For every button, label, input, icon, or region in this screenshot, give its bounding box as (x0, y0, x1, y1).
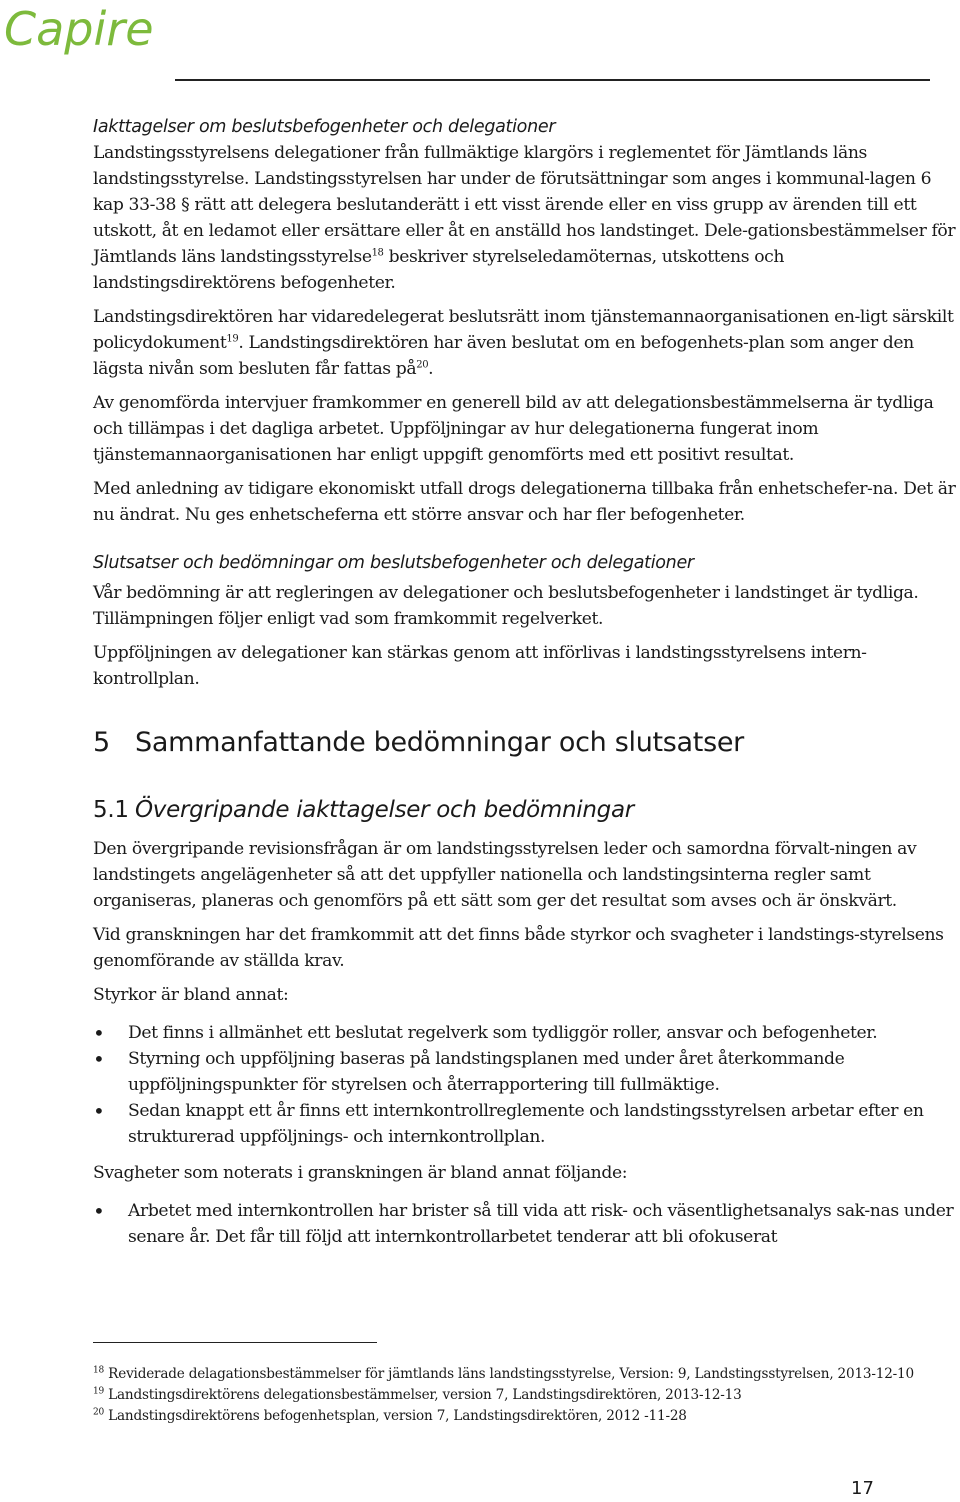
footnote: $^{19}$ Landstingsdirektörens delegationsbestämmelser, version 7, Landstingsdirektören, 2013-12-13 (93, 1386, 742, 1403)
list-item: • Arbetet med internkontrollen har brister så till vida att risk- och väsentlighetsanalys sak-nas under senare år. Det får till följd att internkontrollarbetet tenderar att bli ofokuserat (93, 1198, 959, 1250)
page-number: 17 (851, 1478, 874, 1499)
paragraph: Vid granskningen har det framkommit att det finns både styrkor och svagheter i landstings-styrelsens genomförande av ställda krav. (93, 925, 944, 971)
paragraph: Uppföljningen av delegationer kan stärkas genom att införlivas i landstingsstyrelsens intern-kontrollplan. (93, 643, 867, 689)
list-intro: Styrkor är bland annat: (93, 985, 289, 1005)
paragraph: Med anledning av tidigare ekonomiskt utfall drogs delegationerna tillbaka från enhetschefer-na. Det är nu ändrat. Nu ges enhetscheferna ett större ansvar och har fler befogenheter. (93, 479, 956, 525)
list-item: • Sedan knappt ett år finns ett internkontrollreglemente och landstingsstyrelsen arbetar efter en strukturerad uppföljnings- och internkontrollplan. (93, 1098, 959, 1150)
section-heading-slutsatser: Slutsatser och bedömningar om beslutsbefogenheter och delegationer (93, 553, 694, 573)
paragraph: Landstingsstyrelsens delegationer från fullmäktige klargörs i reglementet för Jämtlands läns landstingsstyrelse. Landstingsstyrelsen har under de förutsättningar som anges i kommunal-lagen 6 kap 33-38 § rätt att delegera beslutanderätt i ett visst ärende eller en viss grupp av ärenden till ett utskott, åt en ledamot eller ersättare eller åt en anställd hos landstinget. Dele-gationsbestämmelser för Jämtlands läns landstingsstyrelse$^{18}$ beskriver styrelseledamöternas, utskottens och landstingsdirektörens befogenheter. (93, 143, 956, 293)
header-rule (175, 79, 930, 81)
footnote-ref: 19 (226, 333, 239, 345)
strengths-list (93, 1020, 959, 1150)
paragraph: Av genomförda intervjuer framkommer en generell bild av att delegationsbestämmelserna är tydliga och tillämpas i det dagliga arbetet. Uppföljningar av hur delegationerna fungerat inom tjänstemannaorganisationen har enligt uppgift genomförts med ett positivt resultat. (93, 393, 934, 465)
paragraph: Vår bedömning är att regleringen av delegationer och beslutsbefogenheter i landstinget är tydliga. Tillämpningen följer enligt vad som framkommit regelverket. (93, 583, 919, 629)
chapter-heading: 5 Sammanfattande bedömningar och slutsatser (93, 727, 744, 758)
footnotes (93, 1364, 953, 1427)
footnote-ref: 20 (416, 359, 429, 371)
paragraph: Landstingsdirektören har vidaredelegerat beslutsrätt inom tjänstemannaorganisationen en-ligt särskilt policydokument$^{19}$. Landstingsdirektören har även beslutat om en befogenhets-plan som anger den lägsta nivån som besluten får fattas $på^{20}$. (93, 307, 954, 379)
list-item: • Det finns i allmänhet ett beslutat regelverk som tydliggör roller, ansvar och befogenheter. (93, 1020, 959, 1046)
weaknesses-list (93, 1198, 959, 1250)
paragraph: Den övergripande revisionsfrågan är om landstingsstyrelsen leder och samordna förvalt-ningen av landstingets angelägenheter så att det uppfyller nationella och landstingsinterna regler samt organiseras, planeras och genomförs på ett sätt som ger det resultat som avses och är önskvärt. (93, 839, 917, 911)
list-item: • Styrning och uppföljning baseras på landstingsplanen med under året återkommande uppföljningspunkter för styrelsen och återrapportering till fullmäktige. (93, 1046, 959, 1098)
subchapter-heading: 5.1 Övergripande iakttagelser och bedömningar (93, 797, 634, 823)
footnote: $^{18}$ Reviderade delagationsbestämmelser för jämtlands läns landstingsstyrelse, Version: 9, Landstingsstyrelsen, 2013-12-10 (93, 1365, 914, 1382)
footnote-ref: 18 (371, 247, 384, 259)
page-body (93, 108, 959, 1250)
section-heading-iakttagelser: Iakttagelser om beslutsbefogenheter och delegationer (93, 117, 556, 137)
footnote-separator (93, 1342, 377, 1343)
capire-logo: Capire (4, 2, 154, 56)
list-intro: Svagheter som noterats i granskningen är bland annat följande: (93, 1163, 628, 1183)
footnote: $^{20}$ Landstingsdirektörens befogenhetsplan, version 7, Landstingsdirektören, 2012 -11-28 (93, 1407, 687, 1424)
